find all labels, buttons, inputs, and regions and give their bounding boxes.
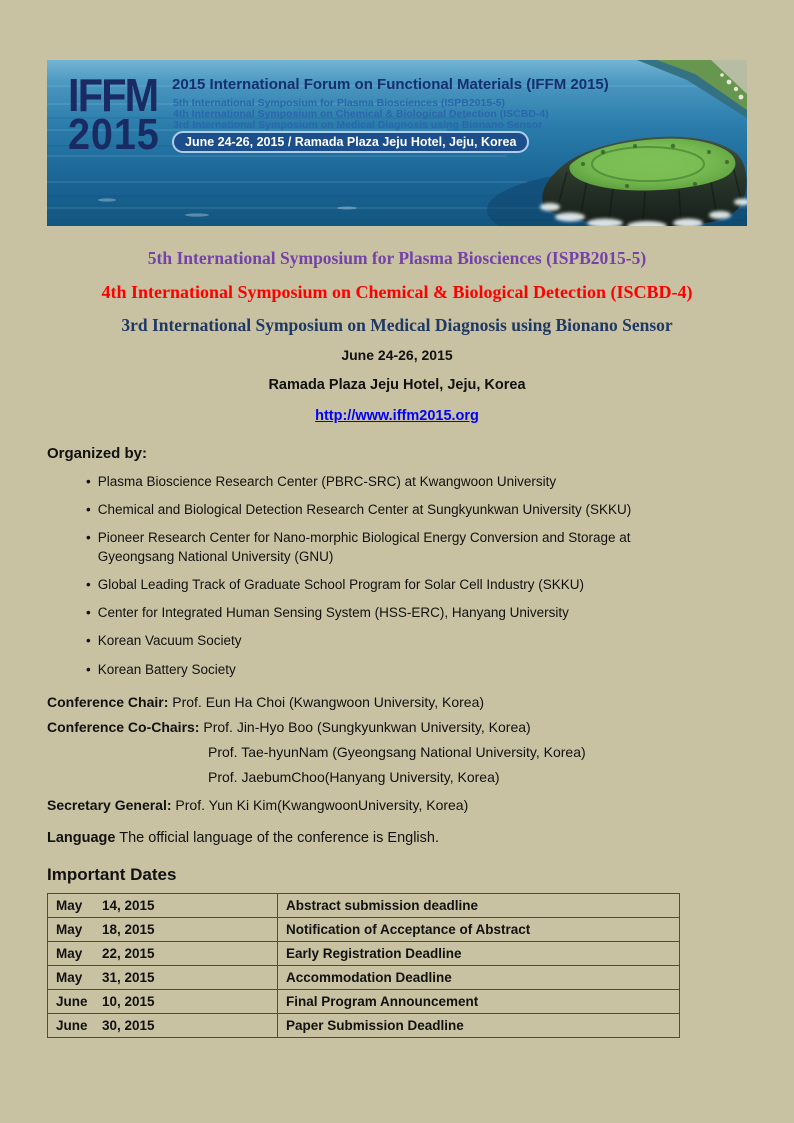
date-day: 30, 2015: [102, 1018, 155, 1034]
date-month: May: [56, 922, 83, 938]
banner-subtitle-1: 5th International Symposium for Plasma Biosciences (ISPB2015-5): [173, 97, 506, 109]
bullet-icon: •: [86, 661, 91, 677]
organizer-name: Korean Vacuum Society: [97, 633, 242, 649]
symposium-title-iscbd: 4th International Symposium on Chemical & Biological Detection (ISCBD-4): [101, 282, 693, 302]
date-day: 31, 2015: [102, 970, 155, 986]
bullet-icon: •: [86, 530, 91, 546]
bullet-icon: •: [86, 474, 91, 489]
bullet-icon: •: [86, 633, 91, 649]
conference-dates: June 24-26, 2015: [341, 347, 453, 363]
conference-cochair-3: Prof. JaebumChoo(Hanyang University, Korea): [208, 769, 500, 786]
list-item: [86, 604, 696, 622]
conference-cochair-2: Prof. Tae-hyunNam (Gyeongsang National University, Korea): [208, 743, 586, 760]
officers-section: [47, 694, 747, 813]
table-row: [48, 942, 680, 966]
conference-chair-label: Conference Chair:: [47, 693, 169, 710]
banner-title: 2015 International Forum on Functional Materials (IFFM 2015): [172, 76, 609, 93]
list-item: [86, 473, 696, 491]
table-row: [48, 966, 680, 990]
important-dates-title: Important Dates: [47, 865, 177, 885]
language-text: The official language of the conference is English.: [115, 830, 439, 847]
organizer-name: Plasma Bioscience Research Center (PBRC-SRC) at Kwangwoon University: [97, 474, 557, 489]
symposium-title-ispb: 5th International Symposium for Plasma Biosciences (ISPB2015-5): [147, 248, 647, 268]
conference-chair-row: [47, 694, 747, 710]
event-cell: Notification of Acceptance of Abstract: [278, 918, 680, 942]
date-month: June: [56, 1018, 88, 1034]
organized-by-label: Organized by:: [47, 445, 148, 462]
date-month: May: [56, 946, 83, 962]
iffm-logo: [68, 69, 160, 159]
date-month: May: [56, 970, 83, 986]
secretary-general-value: Prof. Yun Ki Kim(KwangwoonUniversity, Korea): [175, 797, 469, 814]
organizer-name: Global Leading Track of Graduate School Program for Solar Cell Industry (SKKU): [97, 576, 584, 592]
banner-text-layer: [47, 60, 747, 226]
date-day: 18, 2015: [102, 922, 155, 938]
list-item: [86, 529, 696, 565]
organizer-name: Chemical and Biological Detection Research Center at Sungkyunkwan University (SKKU): [97, 502, 632, 518]
organizer-name: Pioneer Research Center for Nano-morphic Biological Energy Conversion and Storage at Gyeongsang National University (GNU): [97, 530, 631, 564]
date-cell: [48, 918, 278, 942]
event-cell: Abstract submission deadline: [278, 894, 680, 918]
date-month: June: [56, 994, 88, 1010]
logo-line2: 2015: [68, 109, 160, 159]
logo-line1: IFFM: [68, 69, 158, 121]
document-body: [47, 238, 747, 1038]
list-item: [86, 576, 696, 594]
date-day: 22, 2015: [102, 946, 155, 962]
symposium-title-bionano: 3rd International Symposium on Medical Diagnosis using Bionano Sensor: [121, 315, 673, 335]
table-row: [48, 1014, 680, 1038]
banner-subtitle-3: 3rd International Symposium on Medical Diagnosis using Bionano Sensor: [173, 119, 543, 131]
conference-cochair-1: Prof. Jin-Hyo Boo (Sungkyunkwan University, Korea): [203, 718, 531, 735]
event-cell: Accommodation Deadline: [278, 966, 680, 990]
event-cell: Early Registration Deadline: [278, 942, 680, 966]
banner-subtitles: [173, 98, 549, 131]
date-cell: [48, 942, 278, 966]
secretary-general-label: Secretary General:: [47, 797, 172, 814]
bullet-icon: •: [86, 502, 91, 518]
table-row: [48, 918, 680, 942]
organizer-name: Center for Integrated Human Sensing System (HSS-ERC), Hanyang University: [97, 605, 569, 621]
table-row: [48, 894, 680, 918]
date-cell: [48, 990, 278, 1014]
date-day: 14, 2015: [102, 898, 155, 914]
date-cell: [48, 894, 278, 918]
website-link-row: [47, 408, 747, 424]
banner-date-venue-badge: June 24-26, 2015 / Ramada Plaza Jeju Hotel, Jeju, Korea: [172, 131, 529, 153]
event-cell: Paper Submission Deadline: [278, 1014, 680, 1038]
date-day: 10, 2015: [102, 994, 155, 1010]
bullet-icon: •: [86, 605, 91, 621]
list-item: [86, 501, 696, 519]
list-item: [86, 632, 696, 650]
organizers-list: [47, 473, 696, 679]
table-row: [48, 990, 680, 1014]
banner-subtitle-2: 4th International Symposium on Chemical & Biological Detection (ISCBD-4): [173, 108, 549, 120]
conference-cochairs-row: [47, 719, 747, 735]
conference-cochairs-label: Conference Co-Chairs:: [47, 718, 200, 735]
organizer-name: Korean Battery Society: [97, 661, 236, 677]
language-row: [47, 830, 747, 846]
date-cell: [48, 966, 278, 990]
banner-image: [47, 60, 747, 226]
important-dates-table: [47, 893, 680, 1038]
date-cell: [48, 1014, 278, 1038]
website-link[interactable]: http://www.iffm2015.org: [315, 408, 479, 424]
bullet-icon: •: [86, 576, 91, 592]
conference-chair-value: Prof. Eun Ha Choi (Kwangwoon University, Korea): [172, 693, 485, 710]
date-month: May: [56, 898, 83, 914]
conference-venue: Ramada Plaza Jeju Hotel, Jeju, Korea: [268, 377, 526, 393]
secretary-general-row: [47, 797, 747, 813]
event-cell: Final Program Announcement: [278, 990, 680, 1014]
language-label: Language: [47, 830, 116, 847]
list-item: [86, 661, 696, 679]
